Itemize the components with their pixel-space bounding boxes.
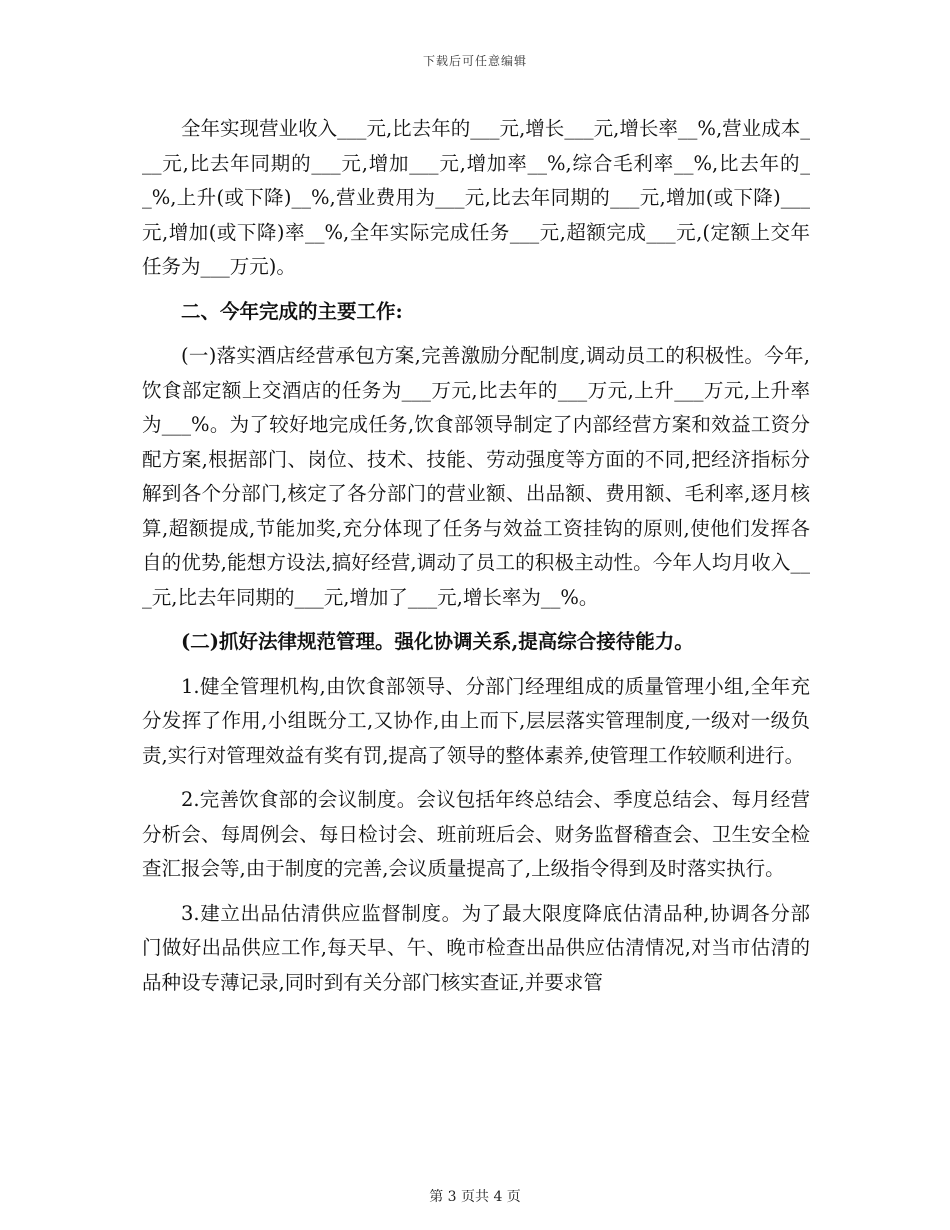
paragraph-contract-plan: (一)落实酒店经营承包方案,完善激励分配制度,调动员工的积极性。今年,饮食部定额上交酒店的任务为___万元,比去年的___万元,上升___万元,上升率为___%。为了较好地完成任务,饮食部领导制定了内部经营方案和效益工资分配方案,根据部门、岗位、技术、技能、劳动强度等方面的不同,把经济指标分解到各个分部门,核定了各分部门的营业额、出品额、费用额、毛利率,逐月核算,超额提成,节能加奖,充分体现了任务与效益工资挂钩的原则,使他们发挥各自的优势,能想方设法,搞好经营,调动了员工的积极主动性。今年人均月收入___元,比去年同期的___元,增加了___元,增长率为__%。	[142, 344, 810, 609]
paragraph-supply-supervision: 3.建立出品估清供应监督制度。为了最大限度降底估清品种,协调各分部门做好出品供应工作,每天早、午、晚市检查出品供应估清情况,对当市估清的品种设专薄记录,同时到有关分部门核实查证,并要求管	[142, 901, 810, 994]
page-header: 下载后可任意编辑	[422, 54, 527, 68]
paragraph-revenue-summary: 全年实现营业收入___元,比去年的___元,增长___元,增长率__%,营业成本___元,比去年同期的___元,增加___元,增加率__%,综合毛利率__%,比去年的__%,上升(或下降)__%,营业费用为___元,比去年同期的___元,增加(或下降)___元,增加(或下降)率__%,全年实际完成任务___元,超额完成___元,(定额上交年任务为___万元)。	[142, 117, 810, 278]
document-body	[142, 112, 810, 1010]
subsection-heading-legal-management: (二)抓好法律规范管理。强化协调关系,提高综合接待能力。	[181, 630, 694, 653]
page-footer: 第 3 页共 4 页	[429, 1189, 521, 1205]
section-heading-main-work: 二、今年完成的主要工作:	[181, 299, 403, 323]
paragraph-meeting-system: 2.完善饮食部的会议制度。会议包括年终总结会、季度总结会、每月经营分析会、每周例会、每日检讨会、班前班后会、财务监督稽查会、卫生安全检查汇报会等,由于制度的完善,会议质量提高了,上级指令得到及时落实执行。	[142, 788, 810, 880]
paragraph-management-structure: 1.健全管理机构,由饮食部领导、分部门经理组成的质量管理小组,全年充分发挥了作用,小组既分工,又协作,由上而下,层层落实管理制度,一级对一级负责,实行对管理效益有奖有罚,提高了领导的整体素养,使管理工作较顺利进行。	[142, 674, 810, 767]
